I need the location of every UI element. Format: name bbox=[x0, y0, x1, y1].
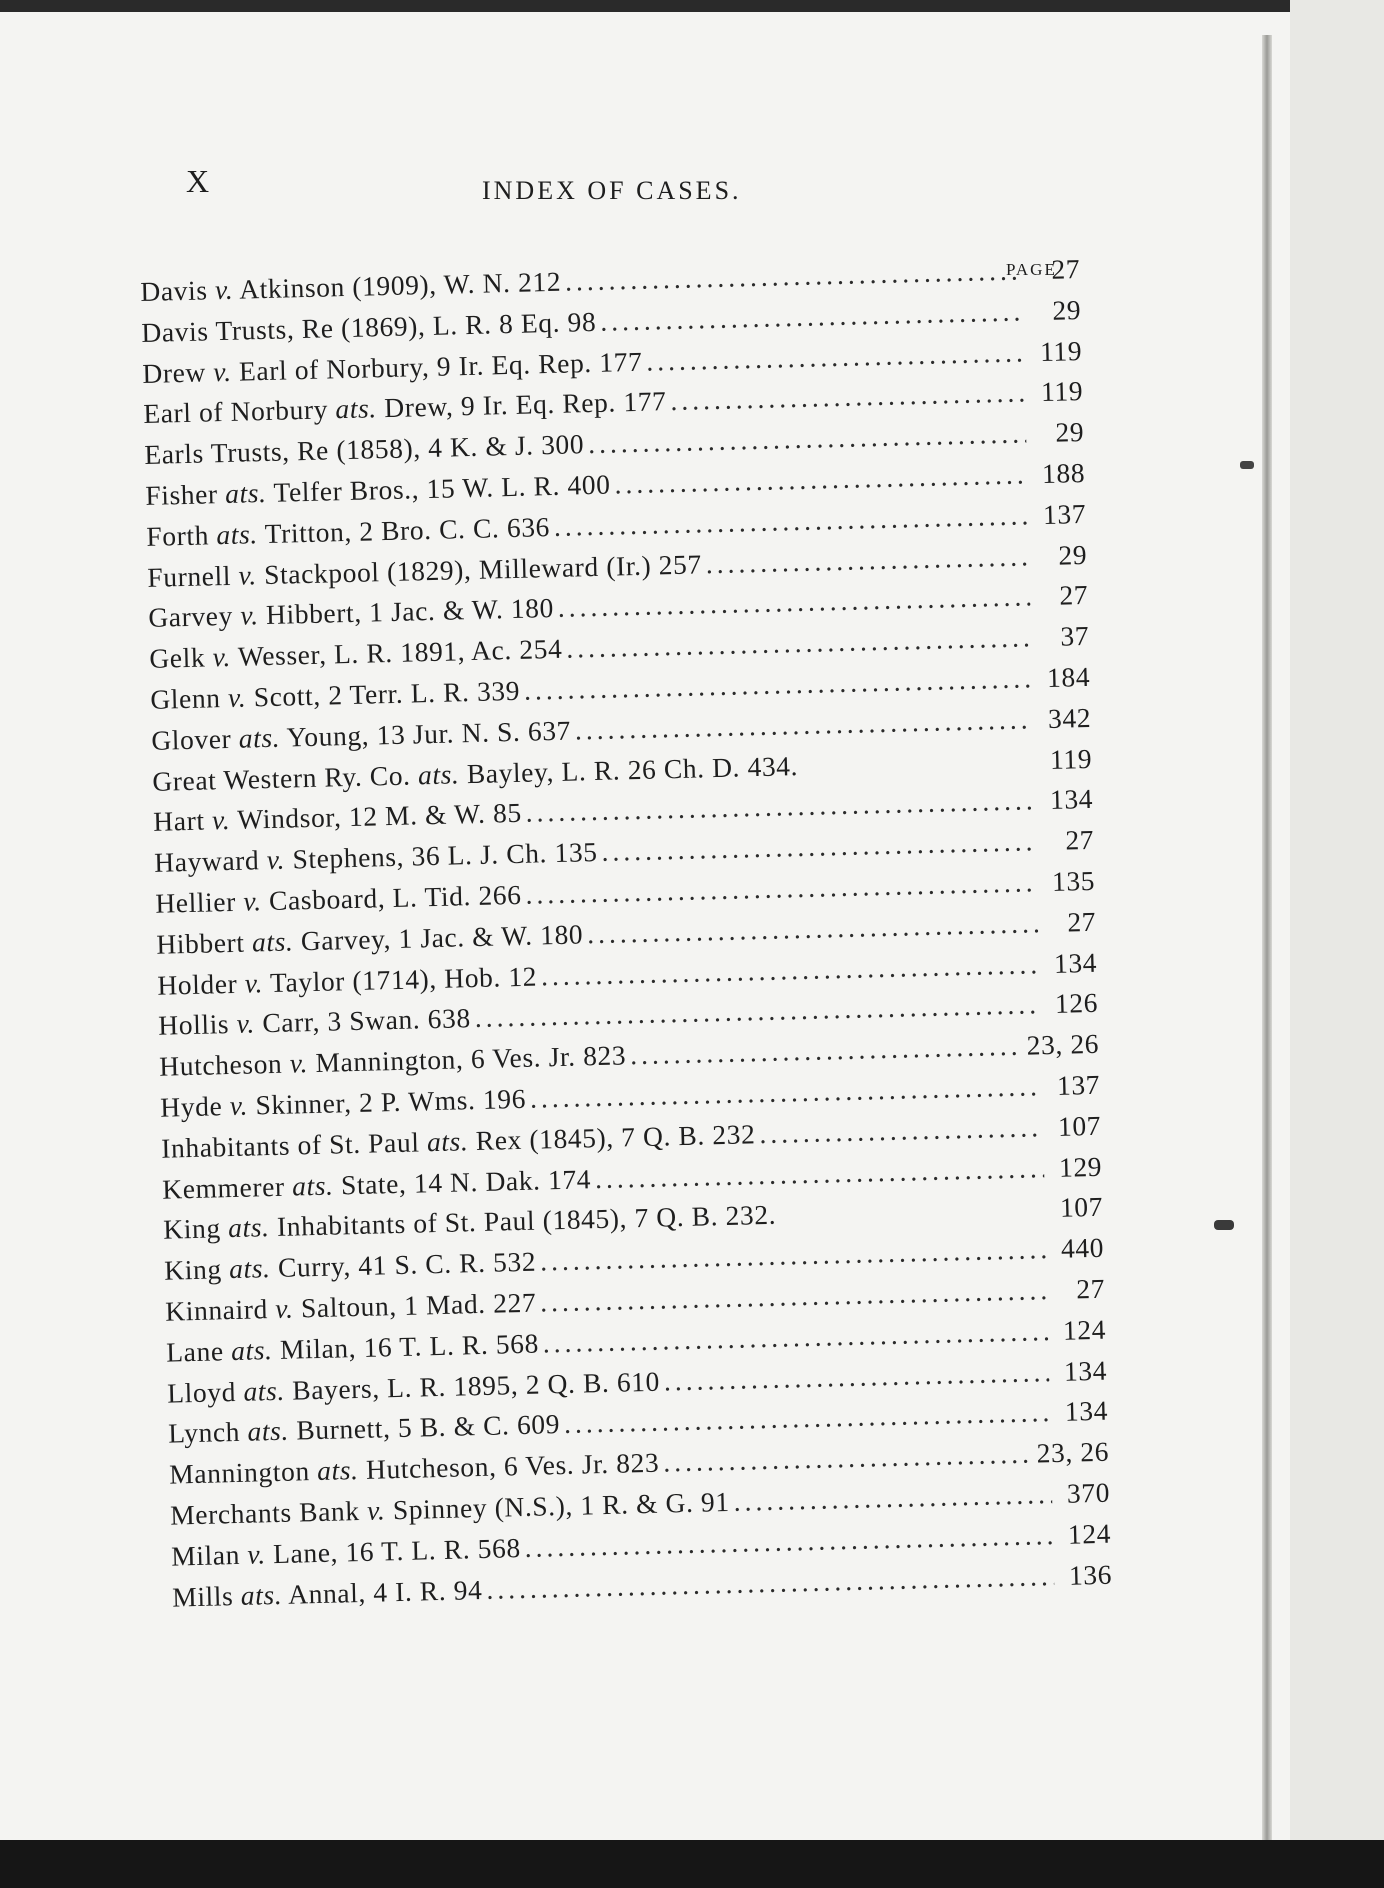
party-name: Lloyd bbox=[166, 1375, 237, 1409]
case-connector: v. bbox=[229, 1089, 249, 1121]
party-name: Hutcheson bbox=[158, 1047, 283, 1082]
page-reference: 370 bbox=[1066, 1476, 1111, 1509]
party-name: King bbox=[162, 1212, 222, 1246]
page-reference: 107 bbox=[1057, 1109, 1102, 1142]
citation: Mannington, 6 Ves. Jr. 823 bbox=[315, 1039, 627, 1079]
case-connector: v. bbox=[274, 1292, 294, 1324]
case-connector: v. bbox=[212, 641, 232, 673]
page-reference: 37 bbox=[1059, 620, 1090, 652]
page-reference: 27 bbox=[1051, 253, 1081, 285]
citation: Telfer Bros., 15 W. L. R. 400 bbox=[273, 468, 611, 508]
citation: Hutcheson, 6 Ves. Jr. 823 bbox=[365, 1446, 660, 1485]
case-connector: ats. bbox=[417, 757, 460, 790]
page-reference: 184 bbox=[1046, 660, 1091, 693]
case-connector: ats. bbox=[316, 1454, 359, 1487]
case-connector: v. bbox=[247, 1538, 267, 1570]
party-name: Holder bbox=[156, 967, 238, 1001]
party-name: Earl of Norbury bbox=[142, 393, 329, 430]
page-reference: 135 bbox=[1051, 864, 1096, 897]
citation: Wesser, L. R. 1891, Ac. 254 bbox=[237, 632, 563, 672]
citation: State, 14 N. Dak. 174 bbox=[340, 1162, 592, 1200]
page-reference: 27 bbox=[1064, 824, 1095, 856]
case-connector: v. bbox=[266, 843, 286, 876]
page-title: INDEX OF CASES. bbox=[482, 176, 742, 205]
dot-leader bbox=[759, 1111, 1043, 1150]
case-name bbox=[158, 1002, 471, 1042]
party-name: Kinnaird bbox=[164, 1293, 269, 1327]
case-connector: ats. bbox=[243, 1374, 286, 1407]
case-connector: ats. bbox=[291, 1169, 334, 1202]
page-reference: 134 bbox=[1053, 946, 1098, 979]
dot-leader bbox=[733, 1478, 1052, 1518]
party-name: Lynch bbox=[167, 1416, 241, 1449]
party-name: Gelk bbox=[148, 641, 206, 675]
party-name: Great Western Ry. Co. bbox=[151, 759, 411, 797]
page-reference: 124 bbox=[1062, 1313, 1107, 1346]
page-reference: 440 bbox=[1060, 1231, 1105, 1264]
page-reference: 342 bbox=[1047, 701, 1092, 734]
binding-mark bbox=[1214, 1220, 1234, 1230]
page-reference: 137 bbox=[1042, 497, 1087, 530]
party-name: Drew bbox=[141, 356, 207, 389]
citation: Windsor, 12 M. & W. 85 bbox=[236, 797, 523, 836]
citation: Atkinson (1909), W. N. 212 bbox=[238, 265, 562, 305]
case-index-list bbox=[140, 253, 1113, 1622]
citation: Carr, 3 Swan. 638 bbox=[261, 1002, 472, 1039]
page-reference: 137 bbox=[1056, 1068, 1101, 1101]
page-reference: 134 bbox=[1064, 1395, 1109, 1428]
citation: Hibbert, 1 Jac. & W. 180 bbox=[265, 592, 555, 631]
citation: Curry, 41 S. C. R. 532 bbox=[277, 1245, 537, 1284]
case-connector: v. bbox=[214, 273, 234, 306]
party-name: Kemmerer bbox=[161, 1170, 286, 1205]
case-connector: ats. bbox=[240, 1578, 283, 1611]
page-reference: 27 bbox=[1075, 1272, 1106, 1305]
party-name: Hyde bbox=[159, 1090, 223, 1123]
citation: Spinney (N.S.), 1 R. & G. 91 bbox=[392, 1485, 731, 1526]
page-reference: 119 bbox=[1039, 334, 1083, 367]
page-reference: 29 bbox=[1055, 416, 1085, 448]
case-connector: v. bbox=[366, 1494, 386, 1526]
page-column-label: PAGE bbox=[1006, 260, 1057, 279]
citation: Bayley, L. R. 26 Ch. D. 434. bbox=[466, 749, 799, 789]
citation: Saltoun, 1 Mad. 227 bbox=[300, 1286, 537, 1324]
party-name: Hart bbox=[152, 804, 205, 838]
case-connector: ats. bbox=[335, 392, 378, 425]
case-connector: v. bbox=[211, 804, 231, 836]
citation: Casboard, L. Tid. 266 bbox=[268, 878, 522, 916]
party-name: Hollis bbox=[157, 1008, 230, 1042]
citation: Skinner, 2 P. Wms. 196 bbox=[255, 1082, 527, 1121]
page-reference: 134 bbox=[1049, 783, 1094, 816]
citation: Milan, 16 T. L. R. 568 bbox=[279, 1327, 540, 1365]
page-gutter-shadow bbox=[1262, 35, 1272, 1855]
case-connector: v. bbox=[212, 355, 232, 387]
case-connector: v. bbox=[239, 599, 259, 632]
party-name: Glover bbox=[150, 722, 232, 756]
party-name: Milan bbox=[170, 1538, 241, 1572]
scan-bottom-border bbox=[0, 1840, 1384, 1888]
citation: Burnett, 5 B. & C. 609 bbox=[295, 1408, 561, 1446]
page-number: X bbox=[186, 163, 211, 199]
citation: Stackpool (1829), Milleward (Ir.) 257 bbox=[263, 547, 703, 590]
case-connector: ats. bbox=[251, 925, 294, 958]
party-name: Lane bbox=[165, 1335, 225, 1368]
party-name: Davis Trusts, Re (1869), L. R. 8 Eq. 98 bbox=[140, 305, 597, 348]
party-name: Mills bbox=[171, 1579, 234, 1613]
party-name: Earls Trusts, Re (1858), 4 K. & J. 300 bbox=[143, 428, 585, 471]
citation: Garvey, 1 Jac. & W. 180 bbox=[300, 918, 584, 957]
case-connector: v. bbox=[289, 1047, 309, 1079]
case-connector: v. bbox=[227, 681, 247, 713]
party-name: Glenn bbox=[149, 682, 221, 715]
dot-leader bbox=[705, 540, 1029, 580]
citation: Rex (1845), 7 Q. B. 232 bbox=[475, 1117, 756, 1156]
citation: Earl of Norbury, 9 Ir. Eq. Rep. 177 bbox=[238, 345, 643, 387]
party-name: Inhabitants of St. Paul bbox=[160, 1126, 420, 1164]
citation: Taylor (1714), Hob. 12 bbox=[269, 960, 538, 998]
case-connector: ats. bbox=[426, 1124, 469, 1157]
party-name: Merchants Bank bbox=[169, 1494, 361, 1531]
party-name: Fisher bbox=[144, 478, 219, 511]
citation: Scott, 2 Terr. L. R. 339 bbox=[253, 674, 521, 713]
page-reference: 126 bbox=[1054, 987, 1099, 1020]
case-connector: ats. bbox=[238, 721, 281, 754]
citation: Young, 13 Jur. N. S. 637 bbox=[286, 714, 572, 753]
page-reference: 188 bbox=[1041, 456, 1086, 490]
page-reference: 129 bbox=[1058, 1150, 1103, 1183]
case-connector: ats. bbox=[230, 1333, 273, 1366]
page-reference: 27 bbox=[1058, 579, 1089, 612]
case-connector: ats. bbox=[228, 1252, 271, 1285]
citation: Inhabitants of St. Paul (1845), 7 Q. B. 232. bbox=[276, 1199, 777, 1243]
page-reference: 27 bbox=[1066, 905, 1097, 938]
citation: Annal, 4 I. R. 94 bbox=[287, 1573, 483, 1610]
citation: Bayers, L. R. 1895, 2 Q. B. 610 bbox=[291, 1365, 661, 1406]
case-connector: v. bbox=[244, 966, 264, 999]
party-name: Hayward bbox=[153, 844, 260, 878]
citation: Tritton, 2 Bro. C. C. 636 bbox=[264, 510, 551, 549]
party-name: Mannington bbox=[168, 1455, 311, 1490]
case-connector: v. bbox=[242, 885, 262, 917]
case-connector: ats. bbox=[224, 476, 267, 509]
page-reference: 29 bbox=[1058, 538, 1088, 571]
citation: Stephens, 36 L. J. Ch. 135 bbox=[292, 836, 598, 875]
case-connector: ats. bbox=[216, 517, 259, 550]
party-name: Garvey bbox=[147, 600, 234, 634]
case-connector: ats. bbox=[227, 1211, 270, 1244]
case-connector: v. bbox=[236, 1007, 256, 1040]
page-reference: 124 bbox=[1067, 1517, 1112, 1550]
party-name: Hellier bbox=[154, 885, 237, 919]
page-reference: 29 bbox=[1052, 293, 1082, 326]
page-reference: 23, 26 bbox=[1036, 1435, 1110, 1469]
page-reference: 134 bbox=[1063, 1354, 1108, 1387]
case-connector: v. bbox=[238, 558, 258, 591]
facing-page-edge bbox=[1290, 0, 1384, 1888]
case-connector: ats. bbox=[247, 1415, 290, 1448]
case-name bbox=[172, 1574, 483, 1614]
page-reference: 119 bbox=[1049, 742, 1093, 775]
page-reference: 23, 26 bbox=[1026, 1027, 1100, 1061]
citation: Lane, 16 T. L. R. 568 bbox=[272, 1531, 522, 1569]
party-name: Forth bbox=[145, 519, 210, 552]
party-name: Davis bbox=[140, 274, 208, 307]
binding-mark bbox=[1240, 461, 1254, 469]
party-name: King bbox=[163, 1253, 223, 1286]
citation: Drew, 9 Ir. Eq. Rep. 177 bbox=[383, 385, 667, 424]
page-reference: 107 bbox=[1059, 1191, 1104, 1224]
party-name: Hibbert bbox=[155, 926, 245, 960]
page-reference: 136 bbox=[1068, 1558, 1113, 1591]
party-name: Furnell bbox=[146, 559, 232, 593]
page-reference: 119 bbox=[1040, 375, 1084, 408]
